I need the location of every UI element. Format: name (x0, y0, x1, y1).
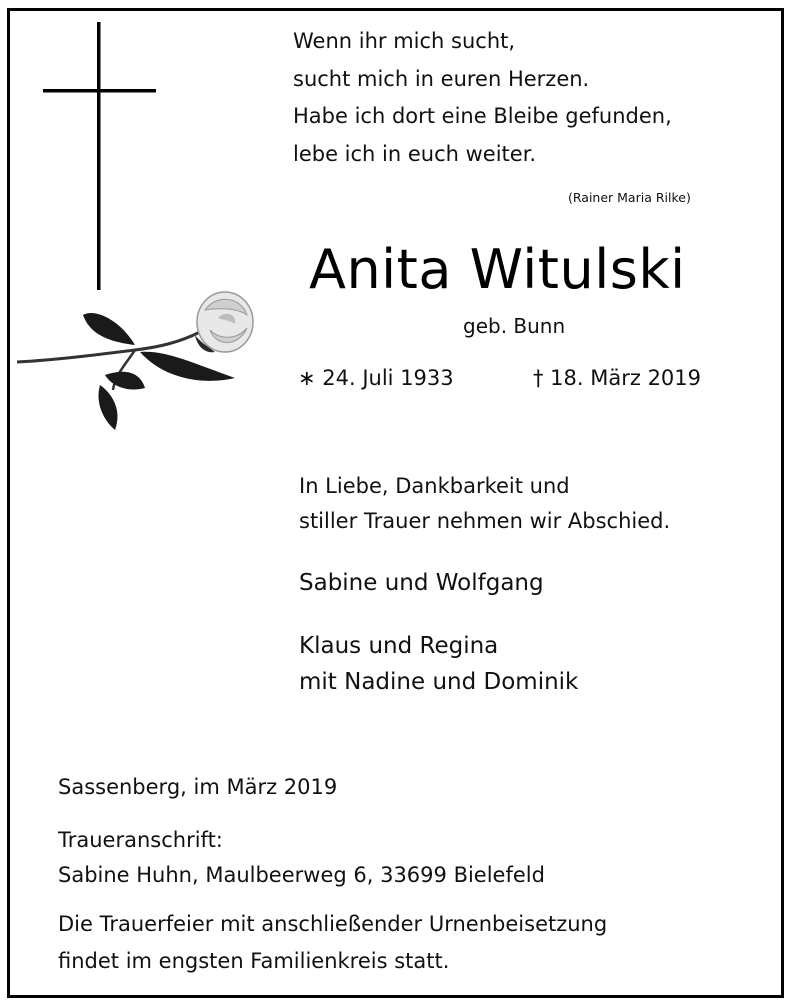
funeral-line: findet im engsten Familienkreis statt. (58, 949, 450, 973)
deceased-name: Anita Witulski (309, 238, 686, 301)
poem-author: (Rainer Maria Rilke) (568, 190, 691, 205)
family-line: mit Nadine und Dominik (299, 669, 579, 695)
farewell-line: stiller Trauer nehmen wir Abschied. (299, 509, 671, 533)
address-text: Sabine Huhn, Maulbeerweg 6, 33699 Bielefeld (58, 863, 545, 887)
place-date: Sassenberg, im März 2019 (58, 775, 338, 799)
mourning-address (58, 823, 545, 893)
address-label: Traueranschrift: (58, 828, 223, 852)
farewell-line: In Liebe, Dankbarkeit und (299, 474, 570, 498)
poem (293, 23, 672, 173)
farewell-text (299, 469, 670, 539)
cross-icon (40, 22, 160, 292)
family-group-1: Sabine und Wolfgang (299, 570, 544, 596)
maiden-name: geb. Bunn (463, 314, 566, 338)
death-date: † 18. März 2019 (533, 366, 702, 390)
family-line: Klaus und Regina (299, 633, 499, 659)
funeral-line: Die Trauerfeier mit anschließender Urnenbeisetzung (58, 912, 608, 936)
poem-line: sucht mich in euren Herzen. (293, 66, 590, 91)
birth-date: ∗ 24. Juli 1933 (298, 366, 454, 390)
family-group-2 (299, 628, 578, 700)
funeral-notice (58, 906, 607, 980)
poem-line: lebe ich in euch weiter. (293, 141, 537, 166)
poem-line: Wenn ihr mich sucht, (293, 29, 516, 53)
poem-line: Habe ich dort eine Bleibe gefunden, (293, 104, 672, 128)
rose-icon (15, 280, 260, 430)
